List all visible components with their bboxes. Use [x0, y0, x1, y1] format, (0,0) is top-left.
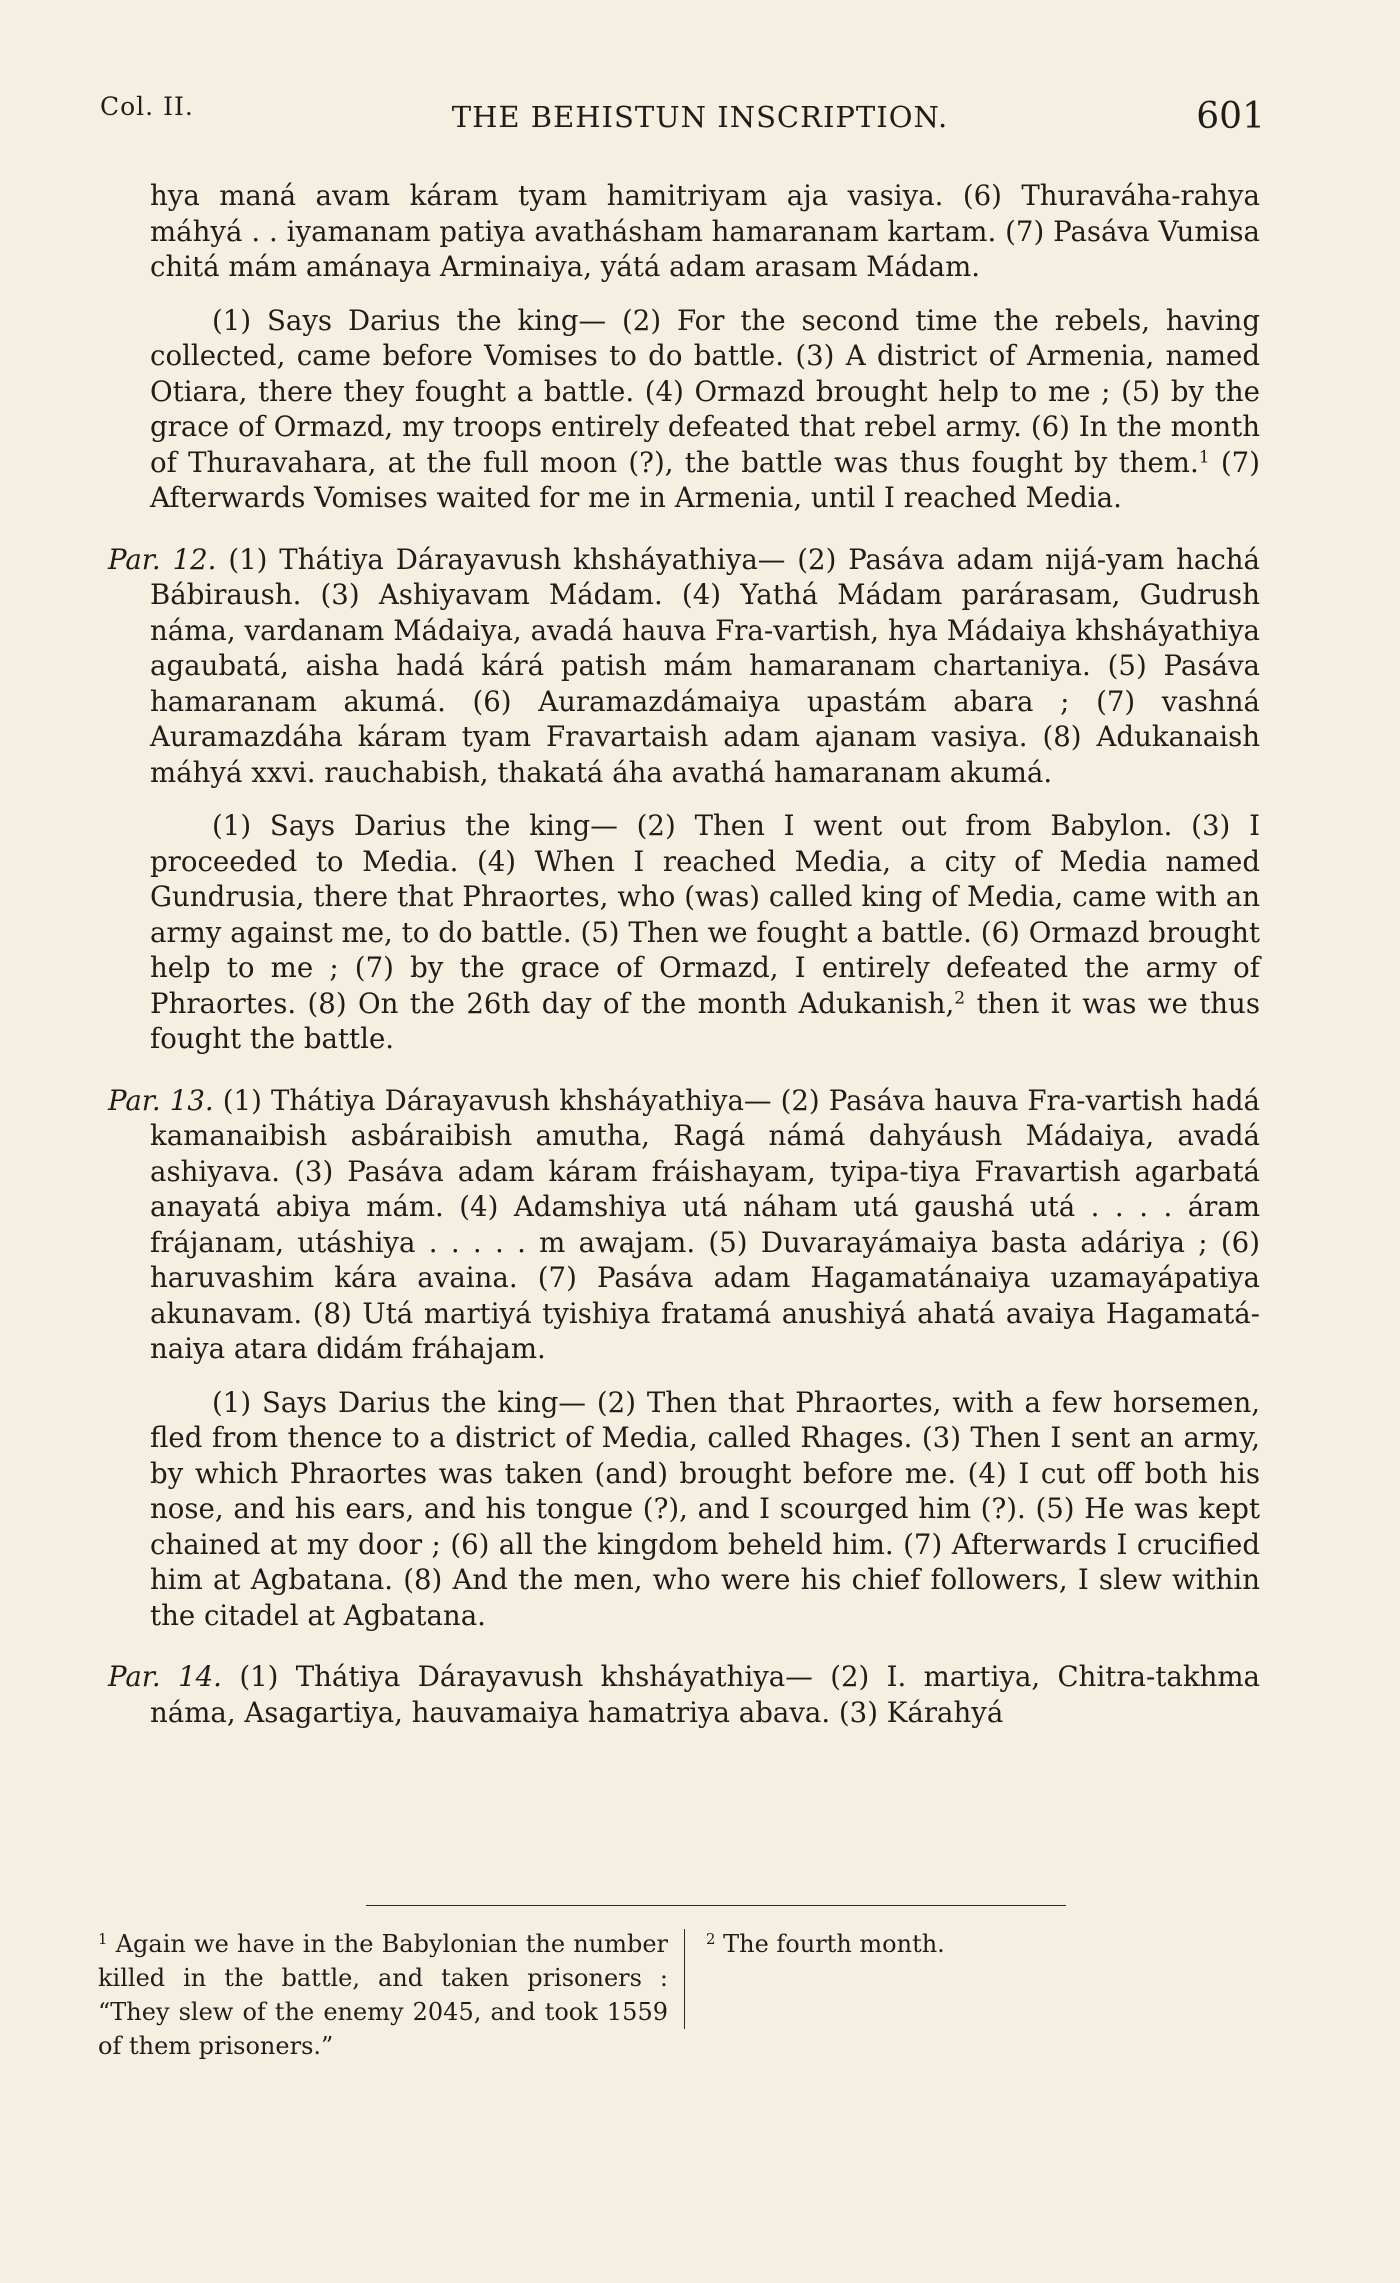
- footnote-1: [98, 1927, 668, 2063]
- paragraph-text: (1) Thátiya Dárayavush khsháyathiya— (2) I. martiya, Chitra-takhma náma, Asagartiya, hauvamaiya hamatriya abava. (3) Kárahyá: [150, 1660, 1260, 1729]
- footnote-ref: 2: [954, 988, 966, 1009]
- running-head: [0, 88, 1400, 148]
- translation-block: [150, 1385, 1260, 1634]
- footnote-marker: 1: [98, 1929, 108, 1948]
- translation-text: (1) Says Darius the king— (2) Then that Phraortes, with a few horsemen, fled from thence to a district of Media, called Rhages. (3) Then I sent an army, by which Phraortes was taken (and) brought before me. (4) I cut off both his nose, and his ears, and his tongue (?), and I scourged him (?). (5) He was kept chained at my door ; (6) all the kingdom beheld him. (7) Afterwards I crucified him at Agbatana. (8) And the men, who were his chief followers, I slew within the citadel at Agbatana.: [150, 1385, 1260, 1632]
- footnote-text: Again we have in the Babylonian the number killed in the battle, and taken prisoners : “They slew of the enemy 2045, and took 1559 of them prisoners.”: [98, 1930, 669, 2060]
- translation-text: (1) Says Darius the king— (2) For the second time the rebels, having collected, came before Vomises to do battle. (3) A district of Armenia, named Otiara, there they fought a battle. (4) Ormazd brought help to me ; (5) by the grace of Ormazd, my troops entirely defeated that rebel army. (6) In the month of Thuravahara, at the full moon (?), the battle was thus fought by them.: [150, 303, 1260, 479]
- translation-block: [150, 303, 1260, 516]
- paragraph-label: Par. 14.: [108, 1660, 222, 1693]
- footnotes: [98, 1905, 1258, 2060]
- translation-text-tail: then it was we thus fought the battle.: [150, 986, 1260, 1055]
- page-body: [108, 178, 1261, 1730]
- transliteration-block: [150, 178, 1260, 285]
- paragraph-label: Par. 13.: [108, 1083, 214, 1117]
- paragraph-block: [108, 542, 1260, 791]
- paragraph-text: (1) Thátiya Dárayavush khsháyathiya— (2) Pasáva hauva Fra-vartish hadá kamanaibish asbáraibish amutha, Ragá námá dahyáush Mádaiya, avadá ashiyava. (3) Pasáva adam káram fráishayam, tyipa-tiya Fravartish agarbatá anayatá abiya mám. (4) Adamshiya utá náham utá gaushá utá . . . . áram frájanam, utáshiya . . . . . m awajam. (5) Duvarayámaiya basta adáriya ; (6) haruvashim kára avaina. (7) Pasáva adam Hagamatánaiya uzamayápatiya akunavam. (8) Utá martiyá tyishiya fratamá anushiyá ahatá avaiya Hagamatá-naiya atara didám fráhajam.: [150, 1083, 1260, 1365]
- footnote-column-divider: [684, 1929, 685, 2029]
- footnote-rule: [366, 1905, 1066, 1906]
- transliteration-text: hya maná avam káram tyam hamitriyam aja vasiya. (6) Thuraváha-rahya máhyá . . iyamanam patiya avathásham hamaranam kartam. (7) Pasáva Vumisa chitá mám amánaya Arminaiya, yátá adam arasam Mádam.: [150, 179, 1260, 283]
- translation-block: [150, 808, 1260, 1057]
- paragraph-label: Par. 12.: [108, 542, 217, 576]
- running-title: THE BEHISTUN INSCRIPTION.: [451, 100, 949, 134]
- column-label: Col. II.: [100, 92, 194, 121]
- paragraph-block: [108, 1659, 1260, 1730]
- translation-text: (1) Says Darius the king— (2) Then I went out from Babylon. (3) I proceeded to Media. (4) When I reached Media, a city of Media named Gundrusia, there that Phraortes, who (was) called king of Media, came with an army against me, to do battle. (5) Then we fought a battle. (6) Ormazd brought help to me ; (7) by the grace of Ormazd, I entirely defeated the army of Phraortes. (8) On the 26th day of the month Adukanish,: [150, 809, 1260, 1020]
- footnote-marker: 2: [706, 1929, 716, 1948]
- footnote-ref: 1: [1198, 447, 1210, 468]
- footnote-text: The fourth month.: [723, 1930, 945, 1958]
- page-number: 601: [1196, 96, 1265, 137]
- footnote-2: [706, 1927, 1258, 1961]
- paragraph-block: [108, 1083, 1260, 1367]
- translation-text-tail: (7) Afterwards Vomises waited for me in Armenia, until I reached Media.: [150, 445, 1261, 514]
- paragraph-text: (1) Thátiya Dárayavush khsháyathiya— (2) Pasáva adam nijá-yam hachá Bábiraush. (3) Ashiyavam Mádam. (4) Yathá Mádam parárasam, Gudrush náma, vardanam Mádaiya, avadá hauva Fra-vartish, hya Mádaiya khsháyathiya agaubatá, aisha hadá kárá patish mám hamaranam chartaniya. (5) Pasáva hamaranam akumá. (6) Auramazdámaiya upastám abara ; (7) vashná Auramazdáha káram tyam Fravartaish adam ajanam vasiya. (8) Adukanaish máhyá xxvi. rauchabish, thakatá áha avathá hamaranam akumá.: [150, 542, 1260, 789]
